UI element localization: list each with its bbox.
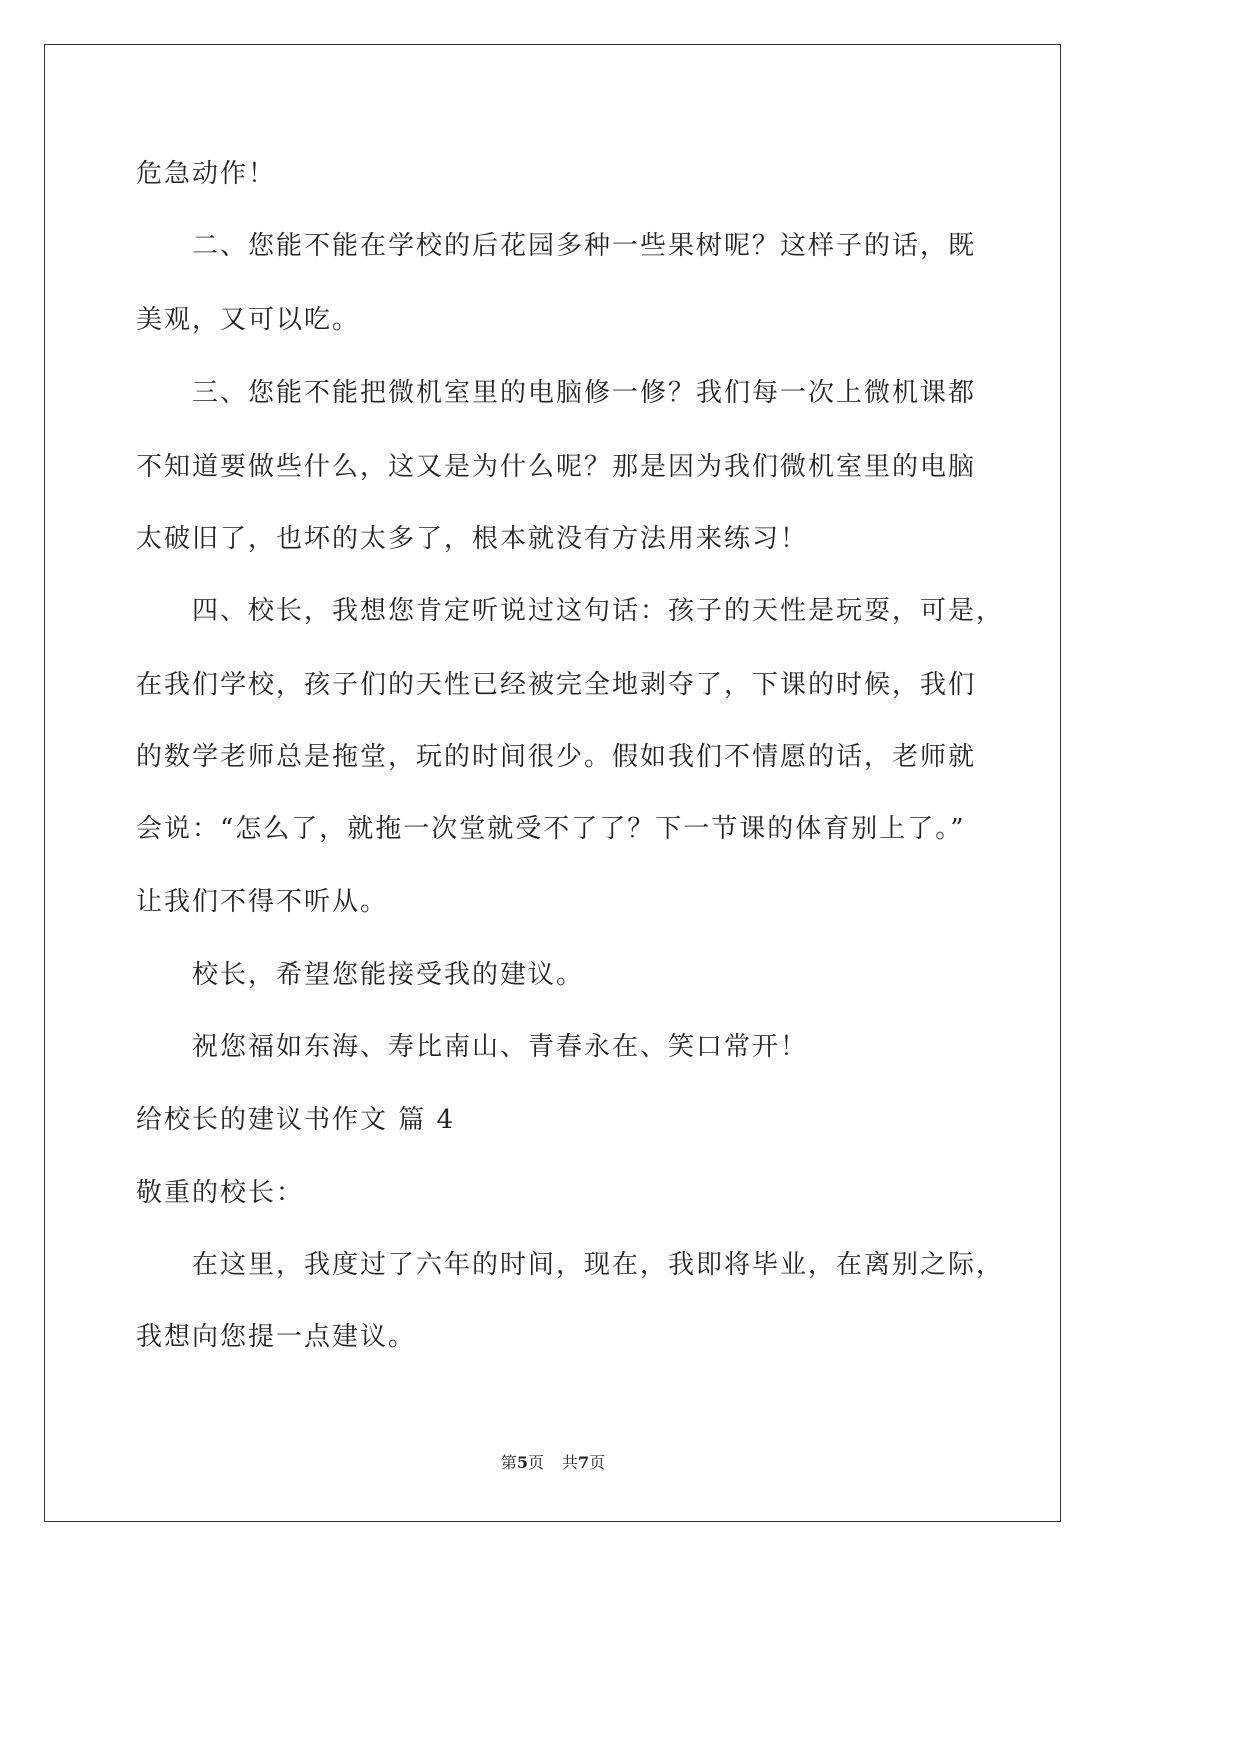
text-line: 危急动作！ [136,159,277,189]
text-line: 二、您能不能在学校的后花园多种一些果树呢？这样子的话，既 [192,231,977,261]
text-line: 祝您福如东海、寿比南山、青春永在、笑口常开！ [192,1032,809,1062]
text-line: 的数学老师总是拖堂，玩的时间很少。假如我们不情愿的话，老师就 [136,742,977,772]
text-line: 美观，又可以吃。 [136,305,361,335]
section-heading: 给校长的建议书作文 篇 4 [136,1105,456,1135]
text-line: 校长，希望您能接受我的建议。 [192,960,585,990]
text-line: 不知道要做些什么，这又是为什么呢？那是因为我们微机室里的电脑 [136,452,977,482]
salutation: 敬重的校长： [136,1178,305,1208]
text-line: 在我们学校，孩子们的天性已经被完全地剥夺了，下课的时候，我们 [136,670,977,700]
text-line: 太破旧了，也坏的太多了，根本就没有方法用来练习！ [136,524,809,554]
text-line: 我想向您提一点建议。 [136,1322,417,1352]
text-line: 在这里，我度过了六年的时间，现在，我即将毕业，在离别之际， [192,1250,1005,1280]
total-prefix: 共 [562,1453,579,1472]
page-prefix: 第 [500,1453,517,1472]
page-suffix: 页 [527,1453,544,1472]
total-pages: 7 [578,1453,590,1472]
text-line: 会说：“怎么了，就拖一次堂就受不了了？下一节课的体育别上了。” [136,814,966,844]
page-border [44,44,1061,1522]
text-line: 让我们不得不听从。 [136,887,389,917]
text-line: 三、您能不能把微机室里的电脑修一修？我们每一次上微机课都 [192,378,977,408]
total-suffix: 页 [589,1453,606,1472]
page-footer [0,1452,1106,1474]
page-number: 5 [516,1453,528,1472]
text-line: 四、校长，我想您肯定听说过这句话：孩子的天性是玩耍，可是， [192,596,1005,626]
